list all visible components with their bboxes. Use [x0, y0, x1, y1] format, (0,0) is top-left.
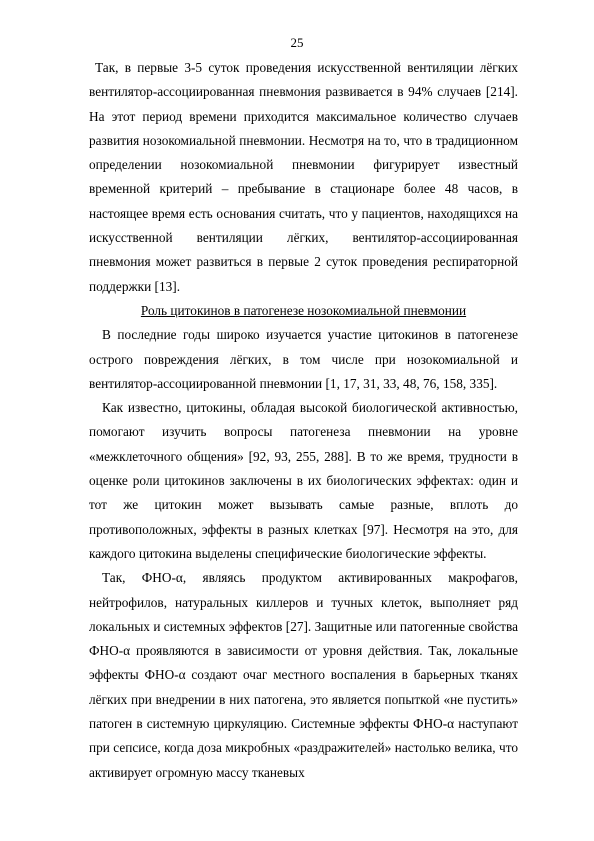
- paragraph-cytokine-studies: В последние годы широко изучается участие цитокинов в патогенезе острого повреждения лёгких, в том числе при нозокомиальной и вентилятор-ассоциированной пневмонии [1, 17, 31, 33, 48, 76, 158, 335].: [89, 327, 518, 391]
- page-number: 25: [290, 35, 304, 50]
- paragraph-vap-timing: Так, в первые 3-5 суток проведения искусственной вентиляции лёгких вентилятор-ассоциированная пневмония развивается в 94% случаев [214]. На этот период времени приходится максимальное количество случаев развития нозокомиальной пневмонии. Несмотря на то, что в традиционном определении нозокомиальной пневмонии фигурирует известный временной критерий – пребывание в стационаре более 48 часов, в настоящее время есть основания считать, что у пациентов, находящихся на искусственной вентиляции лёгких, вентилятор-ассоциированная пневмония может развиться в первые 2 суток проведения респираторной поддержки [13].: [89, 60, 518, 294]
- page-body: [89, 56, 518, 785]
- section-heading: Роль цитокинов в патогенезе нозокомиальной пневмонии: [140, 302, 467, 318]
- paragraph-tnf-alpha: Так, ФНО-α, являясь продуктом активированных макрофагов, нейтрофилов, натуральных киллеров и тучных клеток, выполняет ряд локальных и системных эффектов [27]. Защитные или патогенные свойства ФНО-α проявляются в зависимости от уровня действия. Так, локальные эффекты ФНО-α создают очаг местного воспаления в барьерных тканях лёгких при внедрении в них патогена, это является попыткой «не пустить» патоген в системную циркуляцию. Системные эффекты ФНО-α наступают при сепсисе, когда доза микробных «раздражителей» настолько велика, что активирует огромную массу тканевых: [89, 570, 518, 780]
- paragraph-cytokine-activity: Как известно, цитокины, обладая высокой биологической активностью, помогают изучить вопросы патогенеза пневмонии на уровне «межклеточного общения» [92, 93, 255, 288]. В то же время, трудности в оценке роли цитокинов заключены в их биологических эффектах: один и тот же цитокин может вызывать самые разные, вплоть до противоположных, эффекты в разных клетках [97]. Несмотря на это, для каждого цитокина выделены специфические биологические эффекты.: [89, 400, 518, 561]
